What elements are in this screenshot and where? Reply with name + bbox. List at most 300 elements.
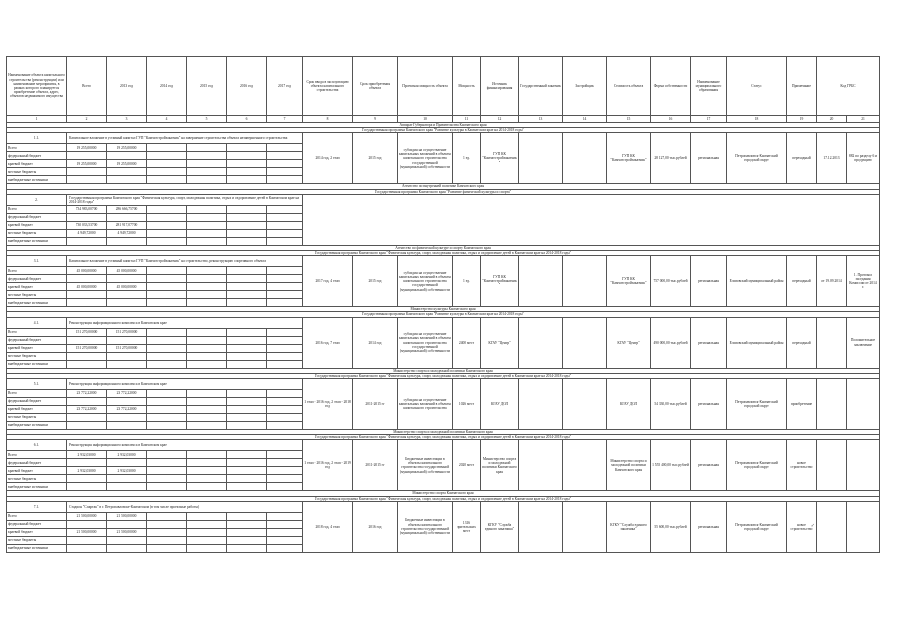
finance-empty [227,344,267,352]
finance-empty [187,528,227,536]
header-cell: Срок ввода в эксплуатацию объекта капитального строительства [303,57,353,116]
finance-empty [267,221,303,229]
section-title: Агентство по физической культуре и спорту Камчатского края [7,245,880,250]
finance-year-value: 19 255,00000 [107,144,147,152]
acquisition-cell: 2015 год [353,133,398,184]
acquisition-cell: 2014 год [353,317,398,368]
finance-total [67,291,107,299]
finance-label: федеральный бюджет [7,336,67,344]
cost-cell: 54 330,00 тыс.рублей [651,379,691,430]
finance-total [67,475,107,483]
unit-cell: 2020 мест [453,440,481,491]
acquisition-cell: 2011-2015 гг [353,379,398,430]
term-cell: 2016 год, 7 этап [303,317,353,368]
finance-label: внебюджетные источники [7,360,67,368]
column-number: 20 [817,116,847,123]
item-description: Стадион "Спартак" в г. Петропавловске-Камчатском (в том числе проектные работы) [67,501,303,512]
header-cell: Мощность [453,57,481,116]
finance-empty [267,467,303,475]
finance-year-value: 151 270,00000 [107,328,147,336]
finance-empty [147,213,187,221]
ownership-cell: региональная [691,379,727,430]
ownership-cell: региональная [691,256,727,307]
capacity-source-cell: субсидия на осуществление капитальных вложений в объекты капитального строительства государственной (муниципальной) собственности [398,317,453,368]
column-number: 18 [727,116,787,123]
finance-empty [227,398,267,406]
header-cell: 2016 год [227,57,267,116]
finance-year-value [107,360,147,368]
section-title: Агентство по внутренней политике Камчатского края [7,184,880,189]
finance-empty [267,213,303,221]
capacity-source-cell: Бюджетные инвестиции в объекты капитального строительства государственной (муниципальной) собственности [398,440,453,491]
finance-empty [187,267,227,275]
finance-year-value [107,152,147,160]
finance-total: 730 033,53700 [67,221,107,229]
section-title: Министерство спорта и молодежной политики Камчатского края [7,368,880,373]
finance-year-value [107,459,147,467]
finance-empty [267,344,303,352]
finance-empty [227,229,267,237]
finance-year-value [107,168,147,176]
note-cell [817,379,847,430]
section-title: Министерство спорта Камчатского края [7,491,880,496]
header-cell: Наименование объекта капитального строительства (реконструкции) или наименование мероприятия, в рамках которого планируется приобретение объекта, адрес, объектов недвижимого имущества [7,57,67,116]
finance-empty [147,221,187,229]
unit-cell: 1316 зрительских мест [453,501,481,552]
finance-empty [267,152,303,160]
item-number: 5.1. [7,379,67,390]
acquisition-cell: 2011-2015 гг [353,440,398,491]
finance-empty [267,352,303,360]
finance-label: внебюджетные источники [7,422,67,430]
finance-empty [227,328,267,336]
item-number: 1.1. [7,133,67,144]
finance-empty [227,422,267,430]
finance-empty [187,451,227,459]
finance-empty [227,414,267,422]
finance-empty [147,528,187,536]
cost-cell: 28 127,00 тыс.рублей [651,133,691,184]
finance-empty [267,291,303,299]
item-description-row [7,194,880,205]
finance-label: краевой бюджет [7,528,67,536]
item-number: 4.1. [7,317,67,328]
column-number: 11 [453,116,481,123]
unit-cell: 2400 мест [453,317,481,368]
blank-cell [519,133,563,184]
finance-total: 734 983,00700 [67,205,107,213]
finance-year-value [107,237,147,245]
section-subtitle: Государственная программа Камчатского края "Развитие культуры в Камчатском крае на 2014-2018 годы" [7,312,880,317]
finance-empty [187,544,227,552]
header-cell: Источник финансирования [481,57,519,116]
status-cell: переходный [787,133,817,184]
builder-cell: Министерство спорта и молодежной политики Камчатского края [607,440,651,491]
finance-total: 21 500,00000 [67,528,107,536]
finance-empty [227,512,267,520]
section-subtitle: Государственная программа Камчатского края "Физическая культура, спорт, молодежная политика, отдых и оздоровление детей в Камчатском крае на 2014-2018 годы" [7,435,880,440]
finance-empty [227,360,267,368]
column-number: 4 [147,116,187,123]
column-number: 14 [563,116,607,123]
finance-empty [187,291,227,299]
finance-total [67,520,107,528]
finance-empty [267,275,303,283]
municipality-cell: Петропавловск-Камчатский городской округ [727,379,787,430]
finance-year-value [107,176,147,184]
section-subtitle: Государственная программа Камчатского края "Физическая культура, спорт, молодежная политика, отдых и оздоровление детей в Камчатском крае на 2014-2018 годы" [7,373,880,378]
finance-empty [267,176,303,184]
item-description-row [7,256,880,267]
finance-empty [147,352,187,360]
finance-empty [147,152,187,160]
finance-total: 2 932,03000 [67,451,107,459]
cost-cell: 55 600,00 тыс.рублей [651,501,691,552]
builder-cell: КГАУ ДОЛ [607,379,651,430]
finance-year-value: 19 255,00000 [107,160,147,168]
finance-year-value [107,422,147,430]
status-cell: переходный [787,256,817,307]
finance-empty [187,144,227,152]
finance-label: Всего [7,451,67,459]
grbs-cell: Положительное заключение [847,317,880,368]
column-number: 15 [607,116,651,123]
header-cell: Застройщик [563,57,607,116]
finance-empty [267,451,303,459]
finance-empty [227,275,267,283]
blank-cell [519,379,563,430]
finance-empty [267,528,303,536]
column-number-row [7,116,880,123]
column-number: 21 [847,116,880,123]
finance-total: 21 500,00000 [67,512,107,520]
finance-label: местные бюджеты [7,475,67,483]
finance-label: Всего [7,267,67,275]
finance-year-value: 45 000,00000 [107,283,147,291]
municipality-cell: Елизовский муниципальный район [727,317,787,368]
finance-empty [267,237,303,245]
capacity-source-cell: субсидия на осуществление капитальных вложений в объекты капитального строительства [398,379,453,430]
finance-year-value: 21 500,00000 [107,512,147,520]
header-cell: Наименование муниципального образования [691,57,727,116]
finance-label: Всего [7,328,67,336]
finance-empty [267,299,303,307]
ownership-cell: региональная [691,133,727,184]
note-cell [817,317,847,368]
blank-cell [519,501,563,552]
finance-empty [267,475,303,483]
finance-total [67,414,107,422]
finance-total [67,299,107,307]
note-cell [817,440,847,491]
finance-empty [147,283,187,291]
finance-year-value [107,352,147,360]
finance-label: краевой бюджет [7,221,67,229]
grbs-cell [847,379,880,430]
finance-empty [227,283,267,291]
section-subtitle: Государственная программа Камчатского края "Развитие физической культуры и спорта" [7,189,880,194]
unit-cell: 1 ед. [453,256,481,307]
item-description: Капитальное вложение в уставный капитал ГУП "Камчатстройзаказчик" на строительство, реконструкцию спортивного объекта [67,256,303,267]
unit-cell: 1026 мест [453,379,481,430]
finance-year-value [107,414,147,422]
finance-label: федеральный бюджет [7,520,67,528]
capacity-source-cell: субсидия на осуществление капитальных вложений в объекты капитального строительства государственной (муниципальной) собственности [398,133,453,184]
finance-empty [187,283,227,291]
builder-cell: КГКУ "Служба единого заказчика" [607,501,651,552]
finance-empty [187,336,227,344]
column-number: 17 [691,116,727,123]
finance-empty [267,544,303,552]
finance-empty [147,390,187,398]
finance-total [67,152,107,160]
blank-cell [563,256,607,307]
finance-empty [147,451,187,459]
header-row [7,57,880,116]
note-cell [817,501,847,552]
finance-empty [147,267,187,275]
finance-year-value: 2 932,03000 [107,451,147,459]
item-number: 7.1. [7,501,67,512]
finance-empty [187,475,227,483]
finance-year-value [107,213,147,221]
header-cell: 2017 год [267,57,303,116]
finance-empty [267,283,303,291]
item-description: Государственная программа Камчатского края "Физическая культура, спорт, молодежная политика, отдых и оздоровление детей в Камчатском крае на 2014-2018 годы" [67,194,303,205]
finance-empty [227,406,267,414]
finance-empty [187,328,227,336]
grbs-cell: 1. Протокол заседания Комиссии от 2014 г. [847,256,880,307]
finance-empty [187,168,227,176]
finance-total: 45 000,00000 [67,267,107,275]
finance-empty [267,422,303,430]
customer-cell: КГКУ "Служба единого заказчика" [481,501,519,552]
finance-year-value [107,398,147,406]
finance-label: краевой бюджет [7,160,67,168]
finance-empty [227,221,267,229]
finance-total [67,352,107,360]
finance-empty [187,205,227,213]
finance-empty [147,544,187,552]
finance-empty [187,414,227,422]
column-number: 10 [398,116,453,123]
item-number: 6.1. [7,440,67,451]
finance-empty [267,328,303,336]
finance-empty [187,237,227,245]
ownership-cell: региональная [691,440,727,491]
finance-empty [267,336,303,344]
finance-total: 2 932,03000 [67,467,107,475]
municipality-cell: Петропавловск-Камчатский городской округ [727,501,787,552]
finance-empty [147,275,187,283]
finance-empty [267,536,303,544]
finance-empty [227,176,267,184]
finance-empty [267,459,303,467]
finance-empty [147,536,187,544]
municipality-cell: Петропавловск-Камчатский городской округ [727,133,787,184]
finance-empty [147,299,187,307]
item-description: Капитальное вложение в уставный капитал ГУП "Камчатстройзаказчик" на завершение строительства объекта незавершенного строительства [67,133,303,144]
ownership-cell: региональная [691,317,727,368]
finance-empty [227,451,267,459]
column-number: 12 [481,116,519,123]
finance-year-value [107,544,147,552]
finance-empty [187,344,227,352]
header-cell: 2013 год [107,57,147,116]
finance-empty [147,520,187,528]
item-description-row [7,440,880,451]
finance-empty [147,328,187,336]
section-title: Аппарат Губернатора и Правительства Камчатского края [7,123,880,128]
blank-cell [519,440,563,491]
finance-empty [187,520,227,528]
finance-label: Всего [7,390,67,398]
finance-empty [147,467,187,475]
finance-empty [187,221,227,229]
finance-year-value: 23 772,22000 [107,406,147,414]
finance-empty [187,536,227,544]
finance-year-value: 2 932,03000 [107,467,147,475]
finance-year-value: 151 270,00000 [107,344,147,352]
finance-empty [227,544,267,552]
finance-total: 19 255,00000 [67,144,107,152]
finance-year-value: 21 500,00000 [107,528,147,536]
finance-empty [227,475,267,483]
finance-empty [147,160,187,168]
column-number: 3 [107,116,147,123]
finance-total [67,336,107,344]
municipality-cell: Петропавловск-Камчатский городской округ [727,440,787,491]
finance-empty [187,512,227,520]
finance-empty [267,267,303,275]
header-cell: Стоимость объекта [607,57,651,116]
blank-cell [519,317,563,368]
item-description-row [7,501,880,512]
finance-empty [187,352,227,360]
finance-empty [227,299,267,307]
finance-empty [187,176,227,184]
acquisition-cell: 2016 год [353,501,398,552]
finance-total [67,237,107,245]
capacity-source-cell: субсидия на осуществление капитальных вложений в объекты капитального строительства государственной (муниципальной) собственности [398,256,453,307]
finance-total [67,544,107,552]
finance-empty [227,144,267,152]
finance-total [67,176,107,184]
finance-empty [187,390,227,398]
finance-empty [187,483,227,491]
grbs-cell [847,501,880,552]
finance-empty [227,483,267,491]
blank-cell [563,379,607,430]
finance-year-value [107,475,147,483]
item-description-row [7,317,880,328]
finance-year-value: 281 917,07700 [107,221,147,229]
item-description-row [7,379,880,390]
document-page [6,56,878,553]
finance-empty [267,406,303,414]
finance-total [67,459,107,467]
finance-empty [267,414,303,422]
finance-empty [187,299,227,307]
finance-label: местные бюджеты [7,168,67,176]
finance-empty [227,536,267,544]
item-number: 3.1. [7,256,67,267]
finance-year-value: 4 949,72000 [107,229,147,237]
status-cell: приобретение [787,379,817,430]
finance-empty [147,406,187,414]
finance-total: 45 000,00000 [67,283,107,291]
finance-label: федеральный бюджет [7,213,67,221]
finance-year-value: 23 772,22000 [107,390,147,398]
finance-total [67,536,107,544]
column-number: 2 [67,116,107,123]
section-subtitle: Государственная программа Камчатского края "Физическая культура, спорт, молодежная политика, отдых и оздоровление детей в Камчатском крае на 2014-2018 годы" [7,251,880,256]
table-body [7,57,880,553]
finance-empty [267,483,303,491]
finance-total [67,360,107,368]
section-title: Министерство культуры Камчатского края [7,307,880,312]
finance-empty [147,475,187,483]
finance-total: 23 772,22000 [67,406,107,414]
cost-cell: 1 555 400,00 тыс.рублей [651,440,691,491]
unit-cell: 1 ед. [453,133,481,184]
finance-label: Всего [7,205,67,213]
finance-label: краевой бюджет [7,467,67,475]
finance-total [67,213,107,221]
customer-cell: Министерство спорта и молодежной политики Камчатского края [481,440,519,491]
status-cell: переходный [787,317,817,368]
finance-empty [147,168,187,176]
finance-empty [227,459,267,467]
finance-year-value [107,336,147,344]
blank-cell [563,133,607,184]
customer-cell: ГУП КК "Камчатстройзаказчик" [481,256,519,307]
finance-empty [147,144,187,152]
finance-empty [147,414,187,422]
finance-empty [147,360,187,368]
term-cell: 2014 год, 2 этап [303,133,353,184]
section-title: Министерство спорта и молодежной политики Камчатского края [7,430,880,435]
finance-empty [147,422,187,430]
finance-label: федеральный бюджет [7,398,67,406]
finance-empty [227,205,267,213]
term-cell: 1 этап - 2016 год, 2 этап - 2018 год [303,379,353,430]
note-cell: от 19.09.2014 [817,256,847,307]
finance-label: Всего [7,512,67,520]
finance-empty [187,406,227,414]
finance-empty [147,237,187,245]
header-cell: Код ГРБС [817,57,880,116]
term-cell: 1 этап - 2016 год, 2 этап - 2019 год [303,440,353,491]
finance-empty [147,512,187,520]
finance-empty [227,336,267,344]
finance-label: внебюджетные источники [7,237,67,245]
grbs-cell: 882 по разделу 6 и продукцию [847,133,880,184]
column-number: 5 [187,116,227,123]
ownership-cell: региональная [691,501,727,552]
finance-year-value: 45 000,00000 [107,267,147,275]
finance-empty [187,160,227,168]
finance-empty [147,291,187,299]
column-number: 9 [353,116,398,123]
term-cell: 2017 год, 4 этап [303,256,353,307]
finance-empty [227,168,267,176]
finance-total [67,483,107,491]
header-cell: 2015 год [187,57,227,116]
finance-label: местные бюджеты [7,352,67,360]
finance-label: местные бюджеты [7,291,67,299]
finance-total [67,398,107,406]
